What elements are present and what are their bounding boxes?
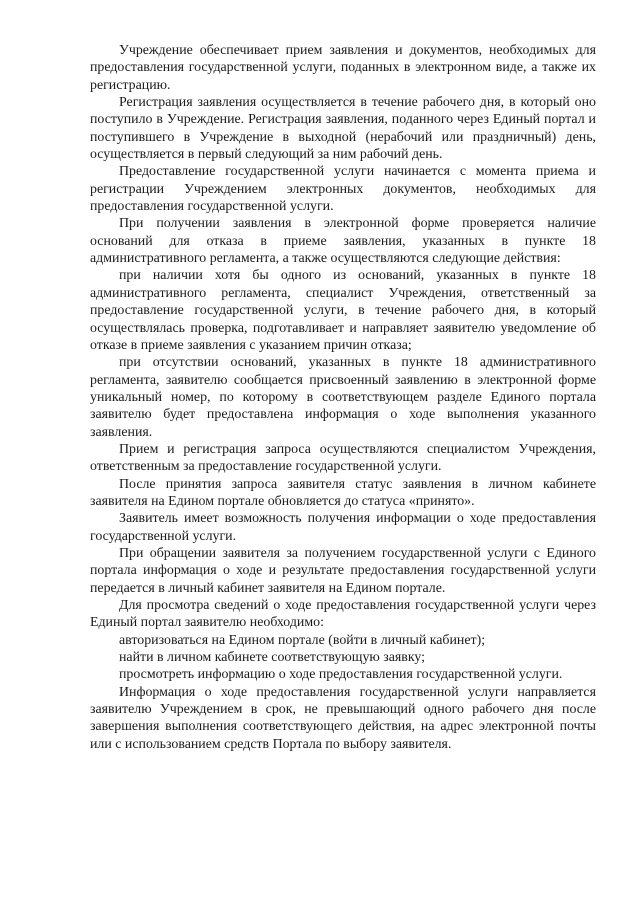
paragraph-info-delivery: Информация о ходе предоставления государственной услуги направляется заявителю Учреждением в срок, не превышающий одного рабочего дня после завершения выполнения соответствующего действия, на адрес электронной почты или с использованием средств Портала по выбору заявителя. (90, 684, 596, 752)
document-page (90, 42, 596, 753)
paragraph-service-start: Предоставление государственной услуги начинается с момента приема и регистрации Учреждением электронных документов, необходимых для предоставления государственной услуги. (90, 164, 596, 215)
paragraph-view-steps-intro: Для просмотра сведений о ходе предоставления государственной услуги через Единый портал заявителю необходимо: (90, 598, 596, 631)
paragraph-step-view-info: просмотреть информацию о ходе предоставления государственной услуги. (119, 667, 563, 683)
paragraph-portal-info: При обращении заявителя за получением государственной услуги с Единого портала информация о ходе и результате предоставления государственной услуги передается в личный кабинет заявителя на Едином портале. (90, 545, 596, 596)
paragraph-grounds-check: При получении заявления в электронной форме проверяется наличие оснований для отказа в приеме заявления, указанных в пункте 18 административного регламента, а также осуществляются следующие действия: (90, 216, 596, 267)
paragraph-step-authorize: авторизоваться на Едином портале (войти в личный кабинет); (119, 632, 486, 648)
paragraph-registration-timing: Регистрация заявления осуществляется в течение рабочего дня, в который оно поступило в Учреждение. Регистрация заявления, поданного через Единый портал и поступившего в Учреждение в выходной (нерабочий или праздничный) день, осуществляется в первый следующий за ним рабочий день. (90, 95, 596, 163)
paragraph-reception: Учреждение обеспечивает прием заявления и документов, необходимых для предоставления государственной услуги, поданных в электронном виде, а также их регистрацию. (90, 43, 596, 93)
paragraph-status-update: После принятия запроса заявителя статус заявления в личном кабинете заявителя на Едином портале обновляется до статуса «принято». (90, 476, 596, 509)
paragraph-acceptance-case: при отсутствии оснований, указанных в пункте 18 административного регламента, заявителю сообщается присвоенный заявлению в электронной форме уникальный номер, по которому в соответствующем разделе Единого портала заявителю будет предоставлена информация о ходе выполнения указанного заявления. (90, 355, 596, 440)
paragraph-step-find-request: найти в личном кабинете соответствующую заявку; (119, 650, 426, 666)
paragraph-request-registration: Прием и регистрация запроса осуществляются специалистом Учреждения, ответственным за предоставление государственной услуги. (90, 441, 596, 475)
paragraph-info-possibility: Заявитель имеет возможность получения информации о ходе предоставления государственной услуги. (90, 511, 596, 544)
paragraph-refusal-case: при наличии хотя бы одного из оснований, указанных в пункте 18 административного регламента, специалист Учреждения, ответственный за предоставление государственной услуги, в течение рабочего дня, в который осуществлялась проверка, подготавливает и направляет заявителю уведомление об отказе в приеме заявления с указанием причин отказа; (90, 268, 596, 353)
